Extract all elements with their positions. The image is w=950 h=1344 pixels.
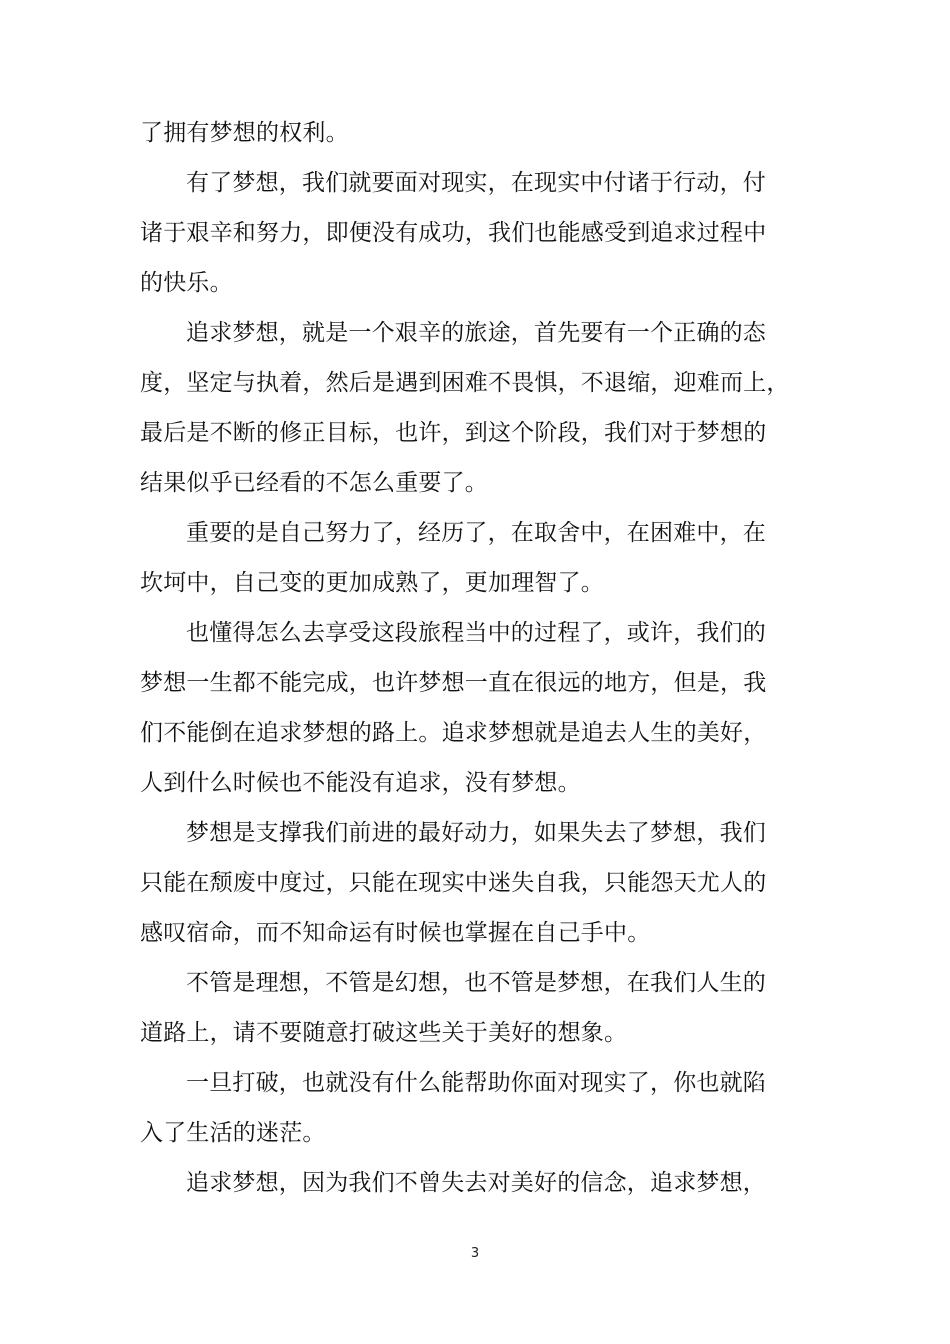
- text-line: 追求梦想，就是一个艰辛的旅途，首先要有一个正确的态: [186, 320, 766, 346]
- text-line: 不管是理想，不管是幻想，也不管是梦想，在我们人生的: [186, 970, 766, 996]
- text-line: 度，坚定与执着，然后是遇到困难不畏惧，不退缩，迎难而上，: [140, 370, 790, 396]
- text-line: 的快乐。: [140, 270, 233, 296]
- text-line: 结果似乎已经看的不怎么重要了。: [140, 470, 488, 496]
- text-line: 也懂得怎么去享受这段旅程当中的过程了，或许，我们的: [186, 620, 766, 646]
- text-line: 重要的是自己努力了，经历了，在取舍中，在困难中，在: [186, 520, 766, 546]
- text-line: 最后是不断的修正目标，也许，到这个阶段，我们对于梦想的: [140, 420, 767, 446]
- text-line: 梦想一生都不能完成，也许梦想一直在很远的地方，但是，我: [140, 670, 767, 696]
- text-line: 道路上，请不要随意打破这些关于美好的想象。: [140, 1020, 628, 1046]
- text-line: 只能在颓废中度过，只能在现实中迷失自我，只能怨天尤人的: [140, 870, 767, 896]
- text-line: 人到什么时候也不能没有追求，没有梦想。: [140, 770, 581, 796]
- text-line: 一旦打破，也就没有什么能帮助你面对现实了，你也就陷: [186, 1070, 766, 1096]
- text-line: 入了生活的迷茫。: [140, 1120, 326, 1146]
- page-number: 3: [470, 1246, 480, 1261]
- text-line: 感叹宿命，而不知命运有时候也掌握在自己手中。: [140, 920, 651, 946]
- text-line: 诸于艰辛和努力，即便没有成功，我们也能感受到追求过程中: [140, 220, 767, 246]
- text-line: 有了梦想，我们就要面对现实，在现实中付诸于行动，付: [186, 170, 766, 196]
- text-line: 坎坷中，自己变的更加成熟了，更加理智了。: [140, 570, 604, 596]
- text-line: 追求梦想，因为我们不曾失去对美好的信念，追求梦想，: [186, 1170, 766, 1196]
- text-line: 了拥有梦想的权利。: [140, 120, 349, 146]
- text-line: 梦想是支撑我们前进的最好动力，如果失去了梦想，我们: [186, 820, 766, 846]
- text-line: 们不能倒在追求梦想的路上。追求梦想就是追去人生的美好，: [140, 720, 767, 746]
